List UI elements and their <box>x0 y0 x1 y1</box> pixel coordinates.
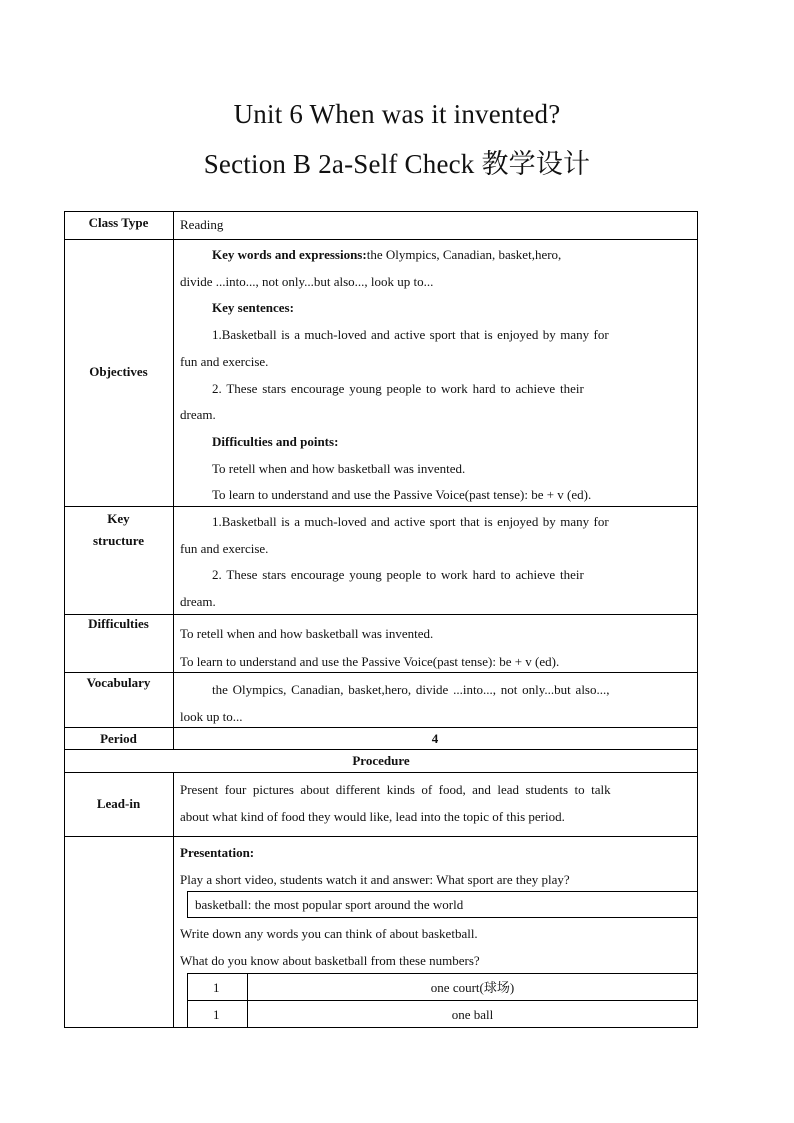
sentence-2: 2. These stars encourage young people to work hard to achieve their <box>212 380 584 396</box>
numbers-row <box>188 1002 697 1027</box>
presentation-heading: Presentation: <box>180 845 255 860</box>
vocabulary-line-2: look up to... <box>180 708 243 724</box>
difficulties-points-heading: Difficulties and points: <box>212 433 339 449</box>
column-divider <box>173 772 174 1028</box>
difficulties-content <box>180 620 690 676</box>
objectives-content <box>180 242 690 509</box>
row-divider <box>64 239 698 240</box>
numbers-row-text: one ball <box>451 1007 494 1022</box>
difficulty-point-1: To retell when and how basketball was invented. <box>212 460 466 476</box>
presentation-line-2: Write down any words you can think of about basketball. <box>180 926 478 941</box>
period-label: Period <box>100 731 137 746</box>
key-words-continuation: divide ...into..., not only...but also..., look up to... <box>180 273 434 289</box>
vocabulary-content <box>180 677 690 730</box>
key-structure-content <box>180 509 690 616</box>
sentence-1-continuation: fun and exercise. <box>180 353 269 369</box>
row-divider <box>64 749 698 750</box>
key-words-heading: Key words and expressions: <box>212 247 367 262</box>
document-title: Unit 6 When was it invented? <box>233 99 561 129</box>
sentence-2-continuation: dream. <box>180 407 216 423</box>
presentation-question: Play a short video, students watch it and answer: What sport are they play? <box>180 871 570 887</box>
table-bottom-border <box>64 1027 698 1028</box>
numbers-row-num: 1 <box>213 980 220 995</box>
key-sentence-1: 1.Basketball is a much-loved and active sport that is enjoyed by many for <box>212 514 609 529</box>
answer-box <box>187 891 698 918</box>
difficulty-point-2: To learn to understand and use the Passive Voice(past tense): be + v (ed). <box>212 487 592 503</box>
procedure-heading: Procedure <box>352 753 410 768</box>
lead-in-line-1: Present four pictures about different kinds of food, and lead students to talk <box>180 782 611 797</box>
key-structure-label <box>64 508 173 552</box>
sentence-1: 1.Basketball is a much-loved and active sport that is enjoyed by many for <box>212 327 609 343</box>
key-sentence-2-continuation: dream. <box>180 594 216 610</box>
difficulties-line-1: To retell when and how basketball was invented. <box>180 626 434 641</box>
column-divider <box>173 211 174 749</box>
numbers-row <box>188 975 697 1000</box>
lead-in-label: Lead-in <box>96 796 141 811</box>
presentation-content-2 <box>180 921 695 974</box>
key-words-line: Key words and expressions:the Olympics, Canadian, basket,hero, <box>212 247 562 262</box>
key-structure-label-line2: structure <box>92 533 145 548</box>
key-sentence-2: 2. These stars encourage young people to work hard to achieve their <box>212 567 584 583</box>
period-value: 4 <box>431 731 439 746</box>
vocabulary-label: Vocabulary <box>86 675 151 690</box>
row-divider <box>64 772 698 773</box>
lead-in-content <box>180 776 690 830</box>
row-divider <box>64 836 698 837</box>
lead-in-line-2: about what kind of food they would like, lead into the topic of this period. <box>180 809 565 824</box>
table-top-border <box>64 211 698 212</box>
numbers-table-row-divider <box>187 1000 698 1001</box>
document-subtitle: Section B 2a-Self Check 教学设计 <box>203 149 591 179</box>
answer-box-text: basketball: the most popular sport around the world <box>195 897 464 912</box>
key-structure-label-line1: Key <box>107 511 130 526</box>
difficulties-label: Difficulties <box>88 616 149 631</box>
presentation-content <box>180 840 695 893</box>
numbers-row-num: 1 <box>213 1007 220 1022</box>
difficulties-line-2: To learn to understand and use the Passive Voice(past tense): be + v (ed). <box>180 654 560 669</box>
objectives-label: Objectives <box>89 364 148 379</box>
numbers-row-text: one court(球场) <box>430 980 515 995</box>
key-sentence-1-continuation: fun and exercise. <box>180 540 269 556</box>
class-type-label: Class Type <box>88 215 149 230</box>
presentation-line-3: What do you know about basketball from these numbers? <box>180 952 480 968</box>
vocabulary-line-1: the Olympics, Canadian, basket,hero, divide ...into..., not only...but also..., <box>212 682 610 697</box>
key-sentences-heading: Key sentences: <box>212 300 294 316</box>
class-type-value: Reading <box>180 217 224 232</box>
